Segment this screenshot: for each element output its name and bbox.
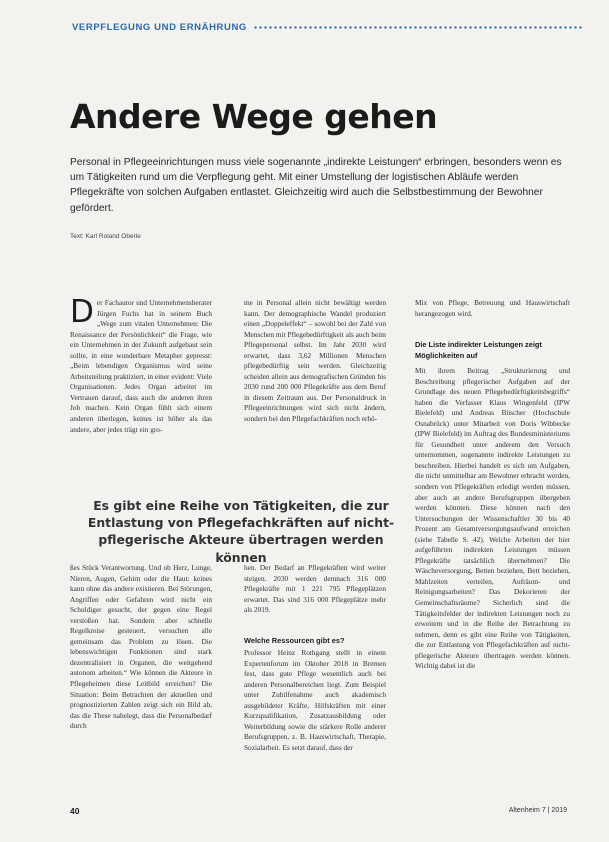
body-column-1-text: er Fachautor und Unternehmensberater Jürgen Fuchs hat in seinem Buch „Wege zum vitalen Unternehmen: Die Renaissance der Persönlichkeit“ die Frage, wie ein Unternehmen in der Zukunft aufgebaut sein sollte, in eine wunderbare Metapher gepresst: „Beim lebendigen Organismus wird seine Arbeitsteilung praktiziert, in einer evident: Viele Organisationen. Jedes Organ arbeitet im Vertrauen darauf, dass auch die anderen ihren Job machen. Kein Organ fühlt sich einem anderen überlegen, keines ist höher als das andere, aber jedes trägt ein gro- — [70, 298, 212, 434]
drop-cap: D — [70, 294, 94, 330]
article-lead: Personal in Pflegeeinrichtungen muss viele sogenannte „indirekte Leistungen“ erbringen, besonders wenn es um Tätigkeiten rund um die Verpflegung geht. Mit einer Umstellung der logistischen Abläufe werden Pflegekräfte von solchen Aufgaben entlastet. Gleichzeitig wird auch die Selbstbestimmung der Bewohner gefördert. — [70, 157, 562, 214]
subheading-indirect-services: Die Liste indirekter Leistungen zeigt Möglichkeiten auf — [415, 340, 542, 360]
magazine-issue: Altenheim 7 | 2019 — [508, 807, 567, 814]
article-title: Andere Wege gehen — [70, 97, 438, 136]
body-column-2-resources: Professor Heinz Rothgang stellt in einem Expertenforum im Oktober 2018 in Bremen fest, dass gute Pflege wesentlich auch bei anderen Personalbereichen liegt. Zum Beispiel unter Zuhilfenahme auch akademisch ausgebildeter Kräfte, Hilfskräften mit einer Kurzqualifikation, Zusatzausbildung oder Weiterbildung sowie die stärkere Rolle anderer Berufsgruppen, z. B. Hauswirtschaft, Therapie, Sozialarbeit. Es setzt darauf, dass der — [244, 648, 386, 752]
body-column-1 — [70, 294, 212, 494]
body-column-2-continued: hen. Der Bedarf an Pflegekräften wird weiter steigen. 2030 werden demnach 316 000 Pflegekräfte mit 1 221 795 Pflegeplätzen erwartet. Das sind 316 000 Pflegeplätze mehr als 2019. — [244, 563, 386, 615]
body-column-1-continued: ßes Stück Verantwortung. Und ob Herz, Lunge, Nieren, Augen, Gehirn oder die Haut: keines kann ohne das andere existieren. Bei Störungen, Angriffen oder Gefahren wird nicht ein Schuldiger gesucht, der gegen eine Regel verstoßen hat. Sondern aber schnelle Regelkreise gesteuert, versuchen alle gemeinsam das Problem zu lösen. Die lebenswichtigen Funktionen sind stark dezentralisiert in Organen, die weitgehend autonom arbeiten.“ Wie können die Akteure in Pflegeheimen diese Leitbild erreichen? Die Situation: Beim Betrachten der aktuellen und prognostizierten Zahlen zeigt sich ein Bild ab, das die These nahelegt, dass die Personalbedarf durch — [70, 563, 212, 731]
body-column-2: me in Personal allein nicht bewältigt werden kann. Der demographische Wandel produziert einen „Doppeleffekt“ – sowohl bei der Zahl von Menschen mit Pflegebedürftigkeit als auch beim Pflegepersonal selbst. Im Jahr 2030 wird erwartet, dass 3,62 Millionen Menschen pflegebedürftig sein werden. Gleichzeitig scheiden allein aus demografischen Gründen bis 2030 rund 200 000 Pflegekräfte aus dem Beruf in diesem Zeitraum aus. Der Personaldruck in Pflegeeinrichtungen wird sich nicht ändern, sondern bei den Pflegefachkräften noch erhö- — [244, 298, 386, 424]
page-number: 40 — [70, 806, 80, 816]
pull-quote: Es gibt eine Reihe von Tätigkeiten, die zur Entlastung von Pflegefachkräften auf nicht-pflegerische Akteure übertragen werden können — [87, 498, 395, 565]
body-column-3-top: Mix von Pflege, Betreuung und Hauswirtschaft herangezogen wird. — [415, 298, 570, 318]
article-byline: Text: Karl Roland Oberle — [70, 233, 141, 240]
body-column-3: Mit ihrem Beitrag „Strukturierung und Beschreibung pflegerischer Aufgaben auf der Grundlage des neuen Pflegebedürftigkeitsbegriffs“ haben die Verfasser Klaus Wingenfeld (IPW Bielefeld) und Andreas Büscher (Hochschule Osnabrück) unter Mitarbeit von Doris Wibbecke (IPW Bielefeld) im Auftrag des Bundesministeriums für Gesundheit unter anderem den Versuch unternommen, sogenannte indirekte Leistungen zu beschreiben. Hierbei handelt es sich um Aufgaben, die nicht unmittelbar am Bewohner erbracht werden, sondern von Pflegekräften erledigt werden müssen, aber auch an andere Berufsgruppen übergeben werden könnten. Diese können nach den Untersuchungen der Wissenschaftler 30 bis 40 Prozent am Gesamtversorgungsaufwand erreichen (siehe Tabelle S. 42). Welche Arbeiten der hier aufgeführten indirekten Leistungen müssen Pflegekräfte tatsächlich übernehmen? Die Wäscheversorgung, Betten beziehen, Bett beziehen, Mahlzeiten verteilen, Aufräum- und Reinigungsarbeiten? Das Dekorieren der Gemeinschaftsräume? Sicherlich sind die Tätigkeitsfelder der indirekten Leistungen noch zu erweitern und in die Reihe der Betrachtung zu nehmen, denn es gibt eine Reihe von Tätigkeiten, die zur Entlastung von Pflegefachkräften auf nicht-pflegerische Akteure übertragen werden können. Wichtig dabei ist die — [415, 366, 570, 671]
section-dotted-rule — [253, 26, 582, 29]
section-header — [72, 20, 582, 34]
section-label: VERPFLEGUNG UND ERNÄHRUNG — [72, 21, 247, 33]
subheading-resources: Welche Ressourcen gibt es? — [244, 636, 345, 645]
